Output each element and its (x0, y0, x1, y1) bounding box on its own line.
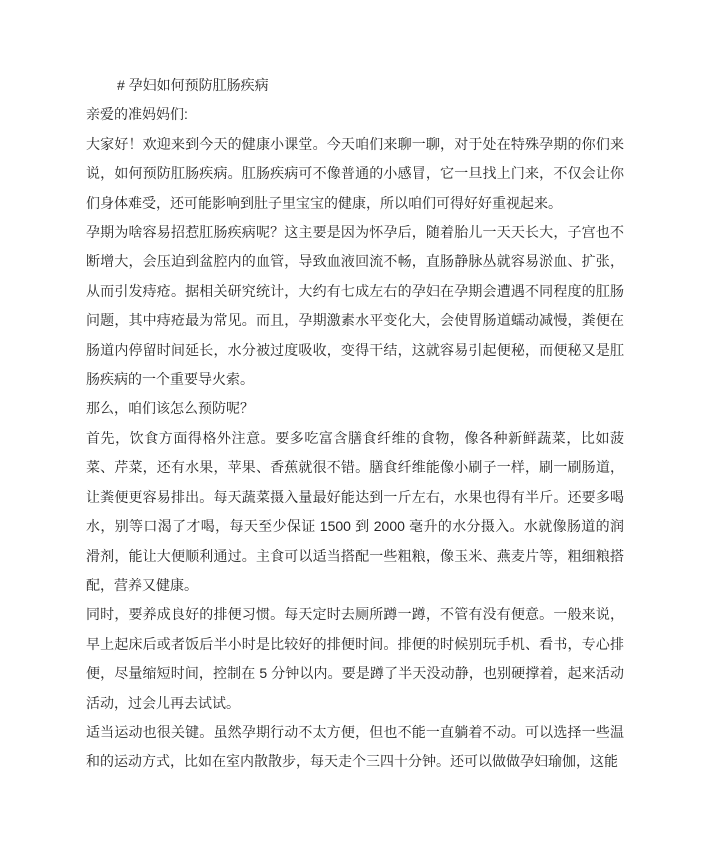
salutation-line: 亲爱的准妈妈们: (86, 106, 188, 123)
document-title: # 孕妇如何预防肛肠疾病 (117, 77, 269, 93)
paragraph-causes: 孕期为啥容易招惹肛肠疾病呢？这主要是因为怀孕后，随着胎儿一天天长大，子宫也不断增大，会压迫到盆腔内的血管，导致血液回流不畅，直肠静脉丛就容易淤血、扩张，从而引发痔疮。据相关研究统计，大约有七成左右的孕妇在孕期会遭遇不同程度的肛肠问题，其中痔疮最为常见。而且，孕期激素水平变化大，会使胃肠道蠕动减慢，粪便在肠道内停留时间延长，水分被过度吸收，变得干结，这就容易引起便秘，而便秘又是肛肠疾病的一个重要导火索。 (86, 224, 624, 388)
paragraph-intro: 大家好！欢迎来到今天的健康小课堂。今天咱们来聊一聊，对于处在特殊孕期的你们来说，如何预防肛肠疾病。肛肠疾病可不像普通的小感冒，它一旦找上门来，不仅会让你们身体难受，还可能影响到肚子里宝宝的健康，所以咱们可得好好重视起来。 (86, 135, 624, 211)
paragraph-question: 那么，咱们该怎么预防呢？ (86, 400, 254, 417)
document-content (86, 71, 624, 777)
paragraph-diet: 首先，饮食方面得格外注意。要多吃富含膳食纤维的食物，像各种新鲜蔬菜，比如菠菜、芹菜，还有水果，苹果、香蕉就很不错。膳食纤维能像小刷子一样，刷一刷肠道，让粪便更容易排出。每天蔬菜摄入量最好能达到一斤左右，水果也得有半斤。还要多喝水，别等口渴了才喝，每天至少保证 1500 到 2000 毫升的水分摄入。水就像肠道的润滑剂，能让大便顺利通过。主食可以适当搭配一些粗粮，像玉米、燕麦片等，粗细粮搭配，营养又健康。 (86, 429, 624, 593)
paragraph-toilet-habits: 同时，要养成良好的排便习惯。每天定时去厕所蹲一蹲，不管有没有便意。一般来说，早上起床后或者饭后半小时是比较好的排便时间。排便的时候别玩手机、看书，专心排便，尽量缩短时间，控制在 5 分钟以内。要是蹲了半天没动静，也别硬撑着，起来活动活动，过会儿再去试试。 (86, 606, 624, 711)
paragraph-exercise: 适当运动也很关键。虽然孕期行动不太方便，但也不能一直躺着不动。可以选择一些温和的运动方式，比如在室内散散步，每天走个三四十分钟。还可以做做孕妇瑜伽，这能 (86, 723, 624, 770)
